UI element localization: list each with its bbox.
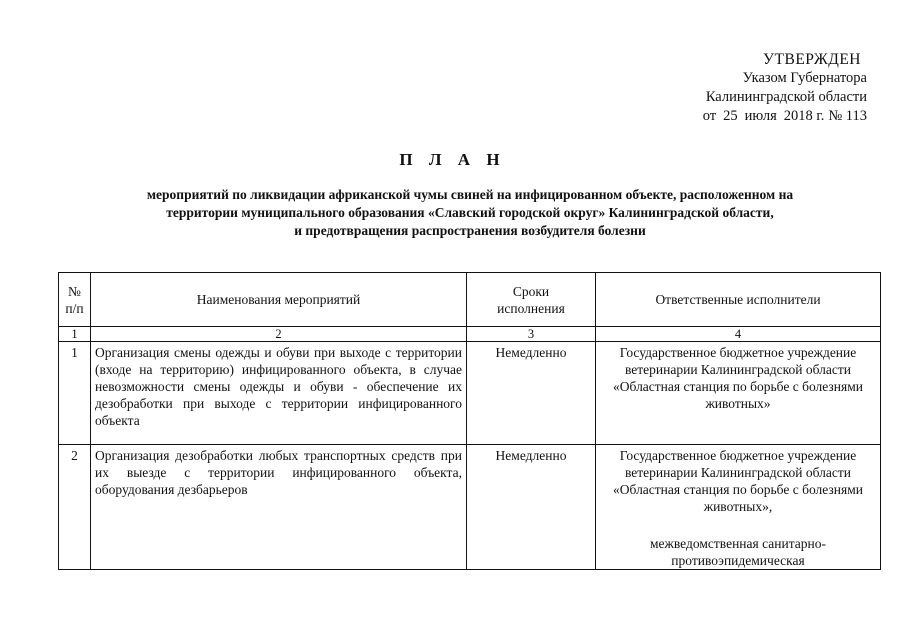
row-term: Немедленно — [467, 445, 596, 570]
col-number: 3 — [467, 327, 596, 342]
approval-line2: Калининградской области — [705, 89, 867, 105]
responsible-extra: межведомственная санитарно-противоэпидемическая — [650, 536, 826, 568]
table-row — [59, 445, 881, 570]
subtitle-line2: территории муниципального образования «Славский городской округ» Калининградской области, — [166, 205, 774, 220]
plan-title: П Л А Н — [399, 150, 506, 169]
subtitle-line3: и предотвращения распространения возбудителя болезни — [294, 223, 646, 238]
responsible-text: Государственное бюджетное учреждение ветеринарии Калининградской области «Областная станция по борьбе с болезнями животных», — [613, 448, 863, 514]
approval-stamp — [696, 50, 867, 126]
approval-date — [696, 107, 867, 126]
row-term: Немедленно — [467, 342, 596, 445]
table-row — [59, 342, 881, 445]
responsible-text: Государственное бюджетное учреждение ветеринарии Калининградской области «Областная станция по борьбе с болезнями животных» — [613, 345, 863, 411]
header-responsible: Ответственные исполнители — [596, 273, 881, 327]
header-term: Сроки исполнения — [467, 273, 596, 327]
date-day: 25 — [723, 108, 738, 124]
column-number-row — [59, 327, 881, 342]
decree-number: № 113 — [828, 108, 867, 124]
header-num: № п/п — [59, 273, 91, 327]
col-number: 4 — [596, 327, 881, 342]
row-activity: Организация дезобработки любых транспортных средств при их выезде с территории инфицированного объекта, оборудования дезбарьеров — [91, 445, 467, 570]
row-responsible — [596, 342, 881, 445]
date-month: июля — [744, 108, 777, 124]
row-number: 2 — [59, 445, 91, 570]
row-activity: Организация смены одежды и обуви при выходе с территории (входе на территорию) инфицированного объекта, в случае невозможности смены одежды и обуви - обеспечение их дезобработки при выходе с территории инфицированного объекта — [91, 342, 467, 445]
header-name: Наименования мероприятий — [91, 273, 467, 327]
date-year: 2018 г. — [783, 108, 825, 124]
col-number: 1 — [59, 327, 91, 342]
plan-table — [58, 272, 881, 570]
row-responsible — [596, 445, 881, 570]
row-number: 1 — [59, 342, 91, 445]
plan-subtitle — [60, 186, 880, 240]
subtitle-line1: мероприятий по ликвидации африканской чумы свиней на инфицированном объекте, расположенном на — [146, 187, 794, 202]
table-header-row — [59, 273, 881, 327]
approval-line1: Указом Губернатора — [742, 70, 867, 86]
approval-title: УТВЕРЖДЕН — [763, 51, 861, 68]
date-prefix: от — [702, 108, 717, 124]
col-number: 2 — [91, 327, 467, 342]
